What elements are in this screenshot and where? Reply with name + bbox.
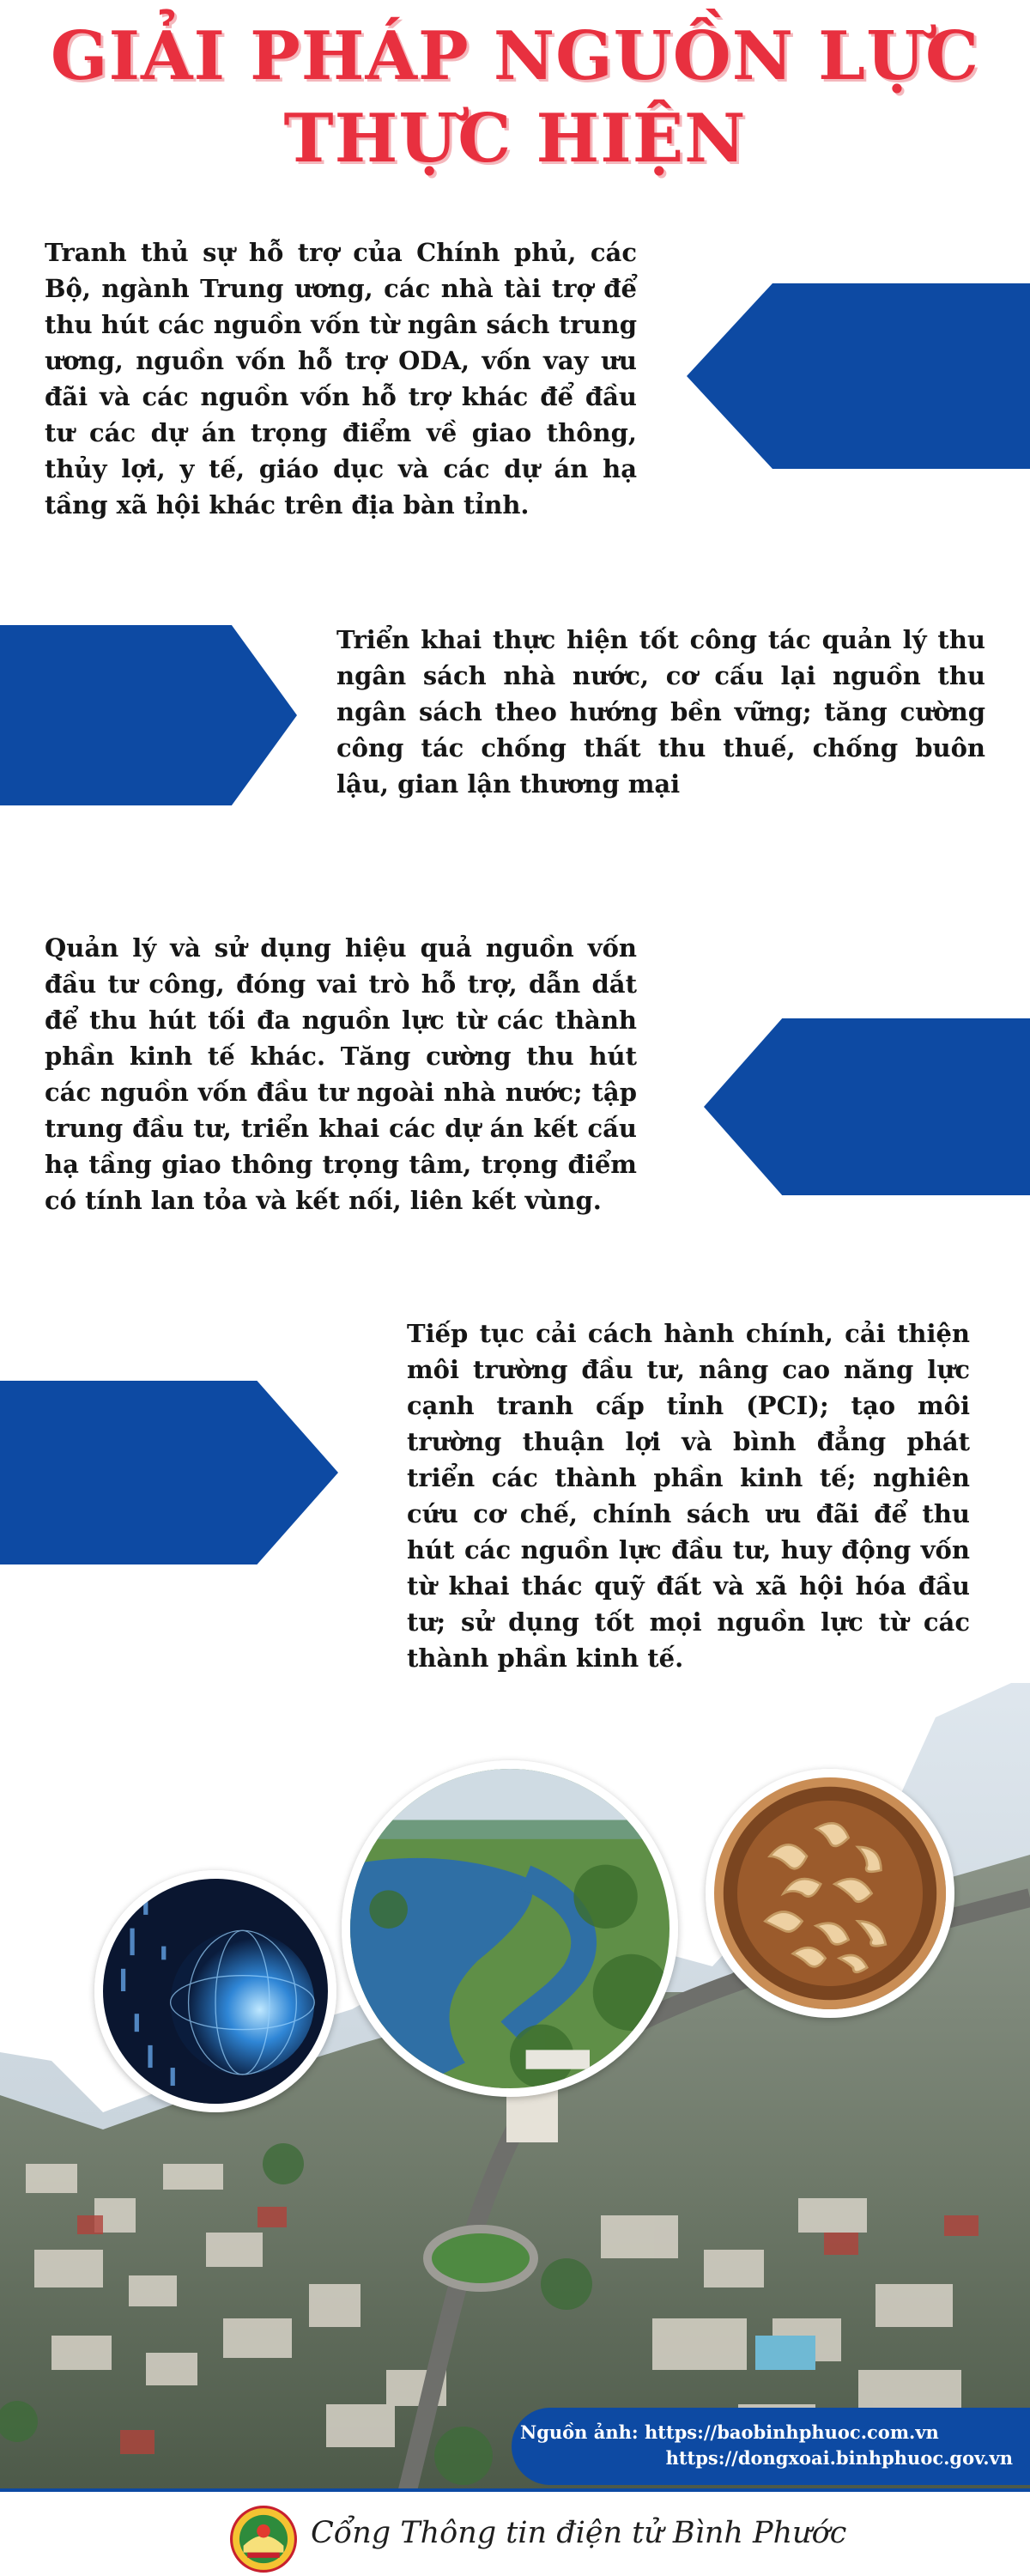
cashew-nuts-photo (706, 1769, 954, 2018)
technology-globe-photo (94, 1870, 336, 2112)
page-title (0, 15, 1030, 180)
blue-arrow-right-shape-2 (0, 1381, 338, 1564)
image-source-box (512, 2408, 1030, 2485)
image-source-line-1: Nguồn ảnh: https://baobinhphuoc.com.vn (520, 2421, 939, 2443)
solution-paragraph-3: Quản lý và sử dụng hiệu quả nguồn vốn đầu tư công, đóng vai trò hỗ trợ, dẫn dắt để thu hút tối đa nguồn lực từ các thành phần kinh tế khác. Tăng cường thu hút các nguồn vốn đầu tư ngoài nhà nước; tập trung đầu tư, triển khai các dự án kết cấu hạ tầng giao thông trọng tâm, trọng điểm có tính lan tỏa và kết nối, liên kết vùng. (45, 933, 637, 1215)
footer (0, 2492, 1030, 2576)
solution-paragraph-1: Tranh thủ sự hỗ trợ của Chính phủ, các Bộ, ngành Trung ương, các nhà tài trợ để thu hút các nguồn vốn từ ngân sách trung ương, nguồn vốn hỗ trợ ODA, vốn vay ưu đãi và các nguồn vốn hỗ trợ khác để đầu tư các dự án trọng điểm về giao thông, thủy lợi, y tế, giáo dục và các dự án hạ tầng xã hội khác trên địa bàn tỉnh. (45, 238, 637, 519)
solution-paragraph-4: Tiếp tục cải cách hành chính, cải thiện môi trường đầu tư, nâng cao năng lực cạnh tranh cấp tỉnh (PCI); tạo môi trường thuận lợi và bình đẳng phát triển các thành phần kinh tế; nghiên cứu cơ chế, chính sách ưu đãi để thu hút các nguồn lực đầu tư, huy động vốn từ khai thác quỹ đất và xã hội hóa đầu tư; sử dụng tốt mọi nguồn lực từ các thành phần kinh tế. (407, 1319, 970, 1673)
solution-paragraph-2: Triển khai thực hiện tốt công tác quản lý thu ngân sách nhà nước, cơ cấu lại nguồn thu ngân sách theo hướng bền vững; tăng cường công tác chống thất thu thuế, chống buôn lậu, gian lận thương mại (336, 625, 985, 799)
blue-arrow-left-shape-1 (687, 283, 1030, 469)
blue-arrow-right-shape-1 (0, 625, 297, 805)
page-title-line-1: GIẢI PHÁP NGUỒN LỰC (50, 17, 980, 95)
province-emblem-icon (230, 2506, 297, 2573)
lake-aerial-photo (342, 1760, 678, 2097)
page-title-line-2: THỰC HIỆN (283, 100, 747, 178)
blue-arrow-left-shape-2 (704, 1018, 1030, 1195)
portal-name: Cổng Thông tin điện tử Bình Phước (311, 2516, 847, 2550)
image-source-line-2: https://dongxoai.binhphuoc.gov.vn (665, 2447, 1013, 2469)
